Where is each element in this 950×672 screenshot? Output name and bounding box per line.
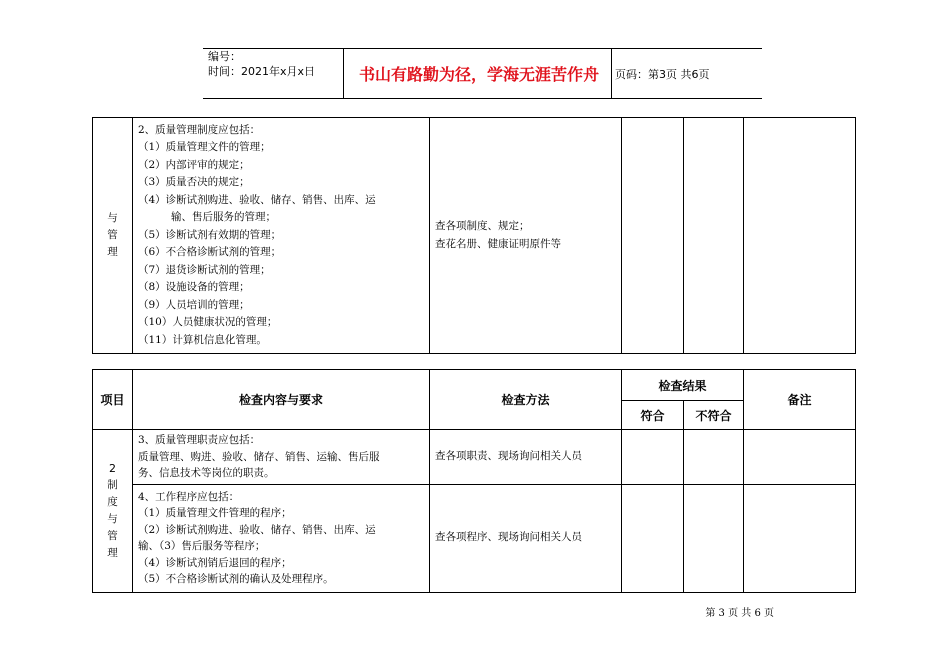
content-cell <box>133 430 430 485</box>
content-line: 质量管理、购进、验收、储存、销售、运输、售后服 <box>138 450 380 463</box>
header-divider <box>343 49 344 98</box>
content-line: （2）内部评审的规定； <box>138 158 250 171</box>
content-cell <box>133 484 430 592</box>
nonconform-cell[interactable] <box>684 118 744 354</box>
inspection-table <box>92 369 856 593</box>
nonconform-cell[interactable] <box>684 484 744 592</box>
project-char: 2 <box>109 461 116 475</box>
project-char: 管 <box>107 529 118 542</box>
content-line: （4）诊断试剂购进、验收、储存、销售、出库、运 <box>138 193 376 206</box>
inspection-table-continued <box>92 117 856 354</box>
content-line: （4）诊断试剂销后退回的程序； <box>138 556 292 569</box>
content-line: （1）质量管理文件管理的程序； <box>138 507 292 519</box>
header-divider <box>611 49 612 98</box>
content-line: 3、质量管理职责应包括： <box>138 434 261 446</box>
content-line: （3）质量否决的规定； <box>138 176 250 189</box>
content-line: （1）质量管理文件的管理； <box>138 141 271 154</box>
content-line: （11）计算机信息化管理。 <box>138 333 267 346</box>
conform-cell[interactable] <box>622 484 684 592</box>
content-line: （7）退货诊断试剂的管理； <box>138 263 271 276</box>
header-nonconform: 不符合 <box>684 401 744 430</box>
project-char: 理 <box>107 546 118 559</box>
content-line: （5）不合格诊断试剂的确认及处理程序。 <box>138 573 334 585</box>
project-char: 度 <box>107 495 118 508</box>
page-footer: 第 3 页 共 6 页 <box>705 608 774 619</box>
remark-cell[interactable] <box>744 430 856 485</box>
content-line: （2）诊断试剂购进、验收、储存、销售、出库、运 <box>138 523 376 536</box>
header-project: 项目 <box>93 370 133 430</box>
method-cell <box>430 118 622 354</box>
project-char: 与 <box>107 212 118 224</box>
project-char: 与 <box>107 512 118 525</box>
header-method: 检查方法 <box>430 370 622 430</box>
time-label: 时间：2021年x月x日 <box>208 65 316 78</box>
conform-cell[interactable] <box>622 118 684 354</box>
project-char: 理 <box>107 246 118 258</box>
header-motto: 书山有路勤为径，学海无涯苦作舟 <box>358 65 599 84</box>
content-cell <box>133 118 430 354</box>
page-header <box>203 48 762 99</box>
header-result: 检查结果 <box>622 370 744 401</box>
project-char: 制 <box>107 478 118 491</box>
project-cell <box>93 430 133 593</box>
content-line: 务、信息技术等岗位的职责。 <box>138 467 275 479</box>
content-line: 输、售后服务的管理； <box>171 211 276 224</box>
header-conform: 符合 <box>622 401 684 430</box>
conform-cell[interactable] <box>622 430 684 485</box>
header-remark: 备注 <box>744 370 856 430</box>
project-char: 管 <box>107 229 118 241</box>
content-line: （9）人员培训的管理； <box>138 298 250 311</box>
content-line: （5）诊断试剂有效期的管理； <box>138 228 282 241</box>
nonconform-cell[interactable] <box>684 430 744 485</box>
remark-cell[interactable] <box>744 118 856 354</box>
content-line: 4、工作程序应包括： <box>138 490 240 503</box>
content-line: 输、（3）售后服务等程序； <box>138 540 266 552</box>
project-cell <box>93 118 133 354</box>
header-content: 检查内容与要求 <box>133 370 430 430</box>
header-page-info: 页码：第3页 共6页 <box>615 68 710 81</box>
method-cell: 查各项程序、现场询问相关人员 <box>430 484 622 592</box>
remark-cell[interactable] <box>744 484 856 592</box>
number-label: 编号： <box>208 50 241 63</box>
content-line: 2、质量管理制度应包括： <box>138 123 261 136</box>
content-line: （8）设施设备的管理； <box>138 281 250 294</box>
content-line: （6）不合格诊断试剂的管理； <box>138 246 282 259</box>
method-line: 查各项制度、规定； <box>435 220 530 232</box>
method-line: 查花名册、健康证明原件等 <box>435 237 561 250</box>
content-line: （10）人员健康状况的管理； <box>138 316 278 329</box>
method-cell: 查各项职责、现场询问相关人员 <box>430 430 622 485</box>
